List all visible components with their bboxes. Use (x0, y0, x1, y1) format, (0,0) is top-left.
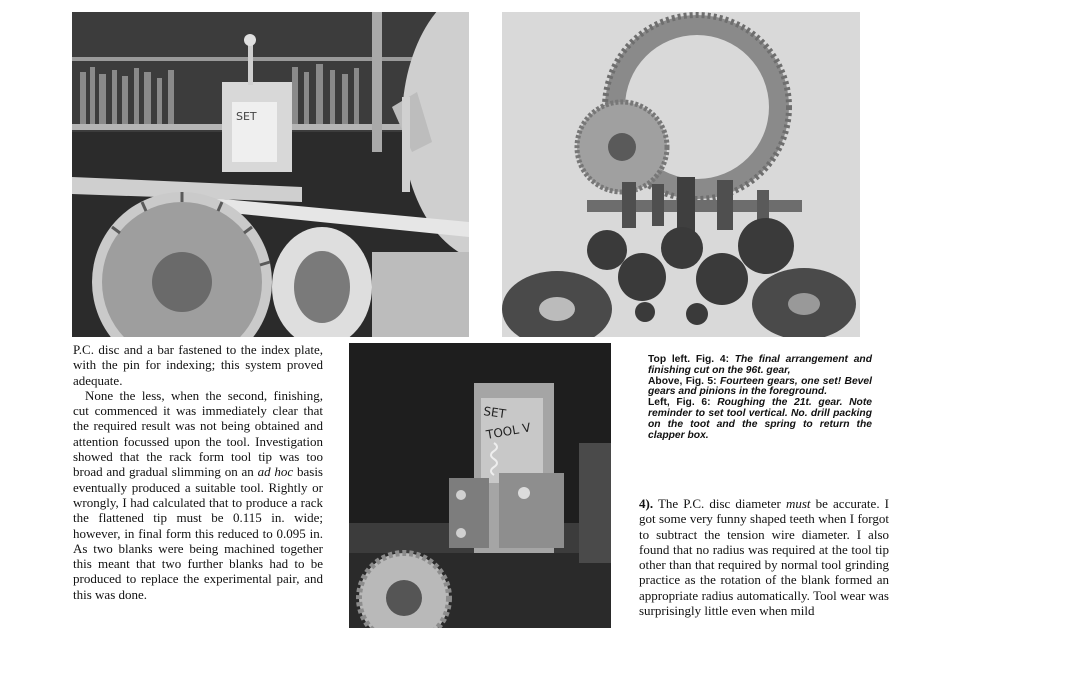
paragraph (639, 496, 889, 618)
paragraph: P.C. disc and a bar fastened to the index plate, with the pin for indexing; this system proved adequate. (73, 342, 323, 388)
caption-text: The final arrangement and finishing cut on the 96t. gear, (648, 354, 872, 376)
photo-fourteen-gears (502, 12, 860, 337)
svg-text:SET: SET (236, 110, 257, 123)
caption-fig-4 (648, 355, 872, 377)
caption-label: Above, Fig. 5: (648, 375, 720, 387)
paragraph (73, 388, 323, 602)
italic-text: ad hoc (257, 464, 294, 480)
text-run: None the less, when the second, finishing, cut commenced it was immediately clear that the required result was not being obtained and attention focussed upon the tool. Investigation showed that the rack form tool tip was too broad and gradual slimming on an (73, 387, 323, 480)
svg-text:TOOL V: TOOL V (485, 420, 532, 442)
text-run: basis eventually produced a suitable tool. Rightly or wrongly, I had calculated that to produce a rack the flattened tip must be 0.115 in. wide; however, in final form this reduced to 0.095 in. As two blanks were being machined together this meant that two further blanks had to be produced to replace the experimental pair, and this was done. (73, 464, 323, 602)
caption-label: Left, Fig. 6: (648, 397, 718, 409)
caption-label: Top left. Fig. 4: (648, 354, 735, 365)
photo-roughing-gear (349, 343, 611, 628)
caption-fig-6 (648, 398, 872, 441)
text-run: The P.C. disc diameter (653, 496, 786, 511)
figure-captions (648, 355, 872, 441)
svg-text:SET: SET (482, 404, 507, 422)
body-text-right-column (639, 496, 889, 628)
caption-text: Roughing the 21t. gear. Note reminder to set tool vertical. No. drill packing on the toot and the spring to return the clapper box. (648, 397, 872, 441)
list-number: 4). (639, 496, 654, 511)
photo-lathe-finishing-cut (72, 12, 469, 337)
text-run: be accurate. I got some very funny shaped teeth when I forgot to subtract the tension wire diameter. I also found that no radius was required at the tool tip other than that required by normal tool grinding practice as the rotation of the blank formed an appropriate radius automatically. Tool wear was surprisingly little even when mild (639, 496, 889, 619)
caption-text: Fourteen gears, one set! Bevel gears and pinions in the foreground. (648, 375, 872, 398)
caption-fig-5 (648, 377, 872, 399)
italic-text: must (785, 496, 811, 511)
body-text-left-column (73, 342, 323, 628)
